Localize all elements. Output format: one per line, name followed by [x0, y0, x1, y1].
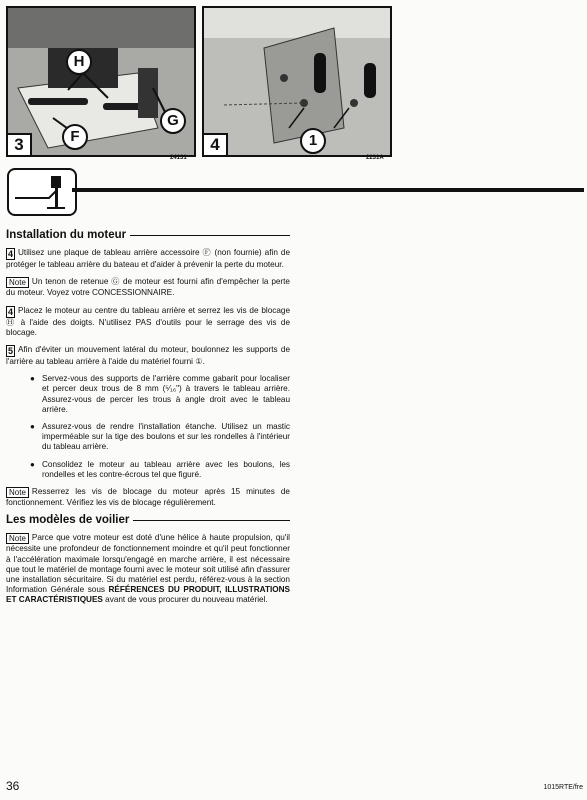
section-title-sailboat: Les modèles de voilier — [6, 515, 290, 525]
outboard-motor-on-transom-icon — [7, 168, 77, 216]
paragraph-clamp-screws: 4 Placez le moteur au centre du tableau arrière et serrez les vis de blocage Ⓗ à l'aide des doigts. N'utilisez PAS d'outils pour le serrage des vis de blocage. — [6, 305, 290, 337]
callout-f: F — [62, 124, 88, 150]
figure-ref: 4 — [8, 249, 14, 260]
callout-g: G — [160, 108, 186, 134]
note-tag: Note — [6, 277, 29, 288]
callout-h: H — [66, 49, 92, 75]
note-sailboat: Note Parce que votre moteur est doté d'une hélice à haute propulsion, qu'il nécessite une profondeur de fonctionnement moindre et qu'il peut fonctionner à l'accélération maximale lorsqu'engagé en marche arrière, il est nécessaire que tout le matériel de montage fourni avec le moteur soit utilisé afin d'assurer une installation sécuritaire. Si du matériel est perdu, référez-vous à la section Information Générale sous RÉFÉRENCES DU PRODUIT, ILLUSTRATIONS ET CARACTÉRISTIQUES avant de vous procurer du nouveau matériel. — [6, 533, 290, 605]
section-title-installation: Installation du moteur — [6, 230, 290, 240]
figure-4-code: 2231A — [366, 155, 384, 161]
list-item: ● Assurez-vous de rendre l'installation étanche. Utilisez un mastic imperméable sur la tige des boulons et sur les rondelles à l'intérieur du tableau arrière. — [30, 422, 290, 453]
note-retaining-pin: Note Un tenon de retenue Ⓖ de moteur est fourni afin d'empêcher la perte du moteur. Voyez votre CONCESSIONNAIRE. — [6, 277, 290, 298]
figure-ref: 4 — [8, 306, 14, 317]
transom-bracket-illustration — [204, 8, 390, 155]
list-item: ● Consolidez le moteur au tableau arrière avec les boulons, les rondelles et les contre-écrous tel que figuré. — [30, 460, 290, 480]
section-divider — [72, 188, 584, 192]
figure-3 — [6, 6, 196, 157]
motor-bracket-illustration — [8, 8, 194, 155]
figure-ref: 5 — [8, 346, 14, 357]
note-retighten: Note Resserrez les vis de blocage du moteur après 15 minutes de fonctionnement. Vérifiez les vis de blocage régulièrement. — [6, 487, 290, 508]
figure-4-number: 4 — [204, 133, 228, 155]
page-number: 36 — [6, 779, 20, 793]
note-tag: Note — [6, 487, 29, 498]
document-code: 1015RTE/fre — [543, 784, 583, 791]
paragraph-bolt-brackets: 5 Afin d'éviter un mouvement latéral du moteur, boulonnez les supports de l'arrière au tableau arrière à l'aide du matériel fourni ①. — [6, 345, 290, 367]
note-tag: Note — [6, 533, 29, 544]
paragraph-transom-plate: 4 Utilisez une plaque de tableau arrière accessoire Ⓕ (non fournie) afin de protéger le tableau arrière du bateau et d'aider à prévenir la perte du moteur. — [6, 248, 290, 270]
figure-4 — [202, 6, 392, 157]
callout-1: 1 — [300, 128, 326, 154]
figure-3-number: 3 — [8, 133, 32, 155]
bullet-list — [6, 374, 290, 480]
instructions-column — [6, 230, 290, 613]
list-item: ● Servez-vous des supports de l'arrière comme gabarit pour localiser et percer deux trous de 8 mm (⁵⁄₁₆") à travers le tableau arrière. Assurez-vous de percer les trous à angle droit avec le tableau arrière. — [30, 374, 290, 415]
figure-3-code: 24131 — [170, 155, 187, 161]
